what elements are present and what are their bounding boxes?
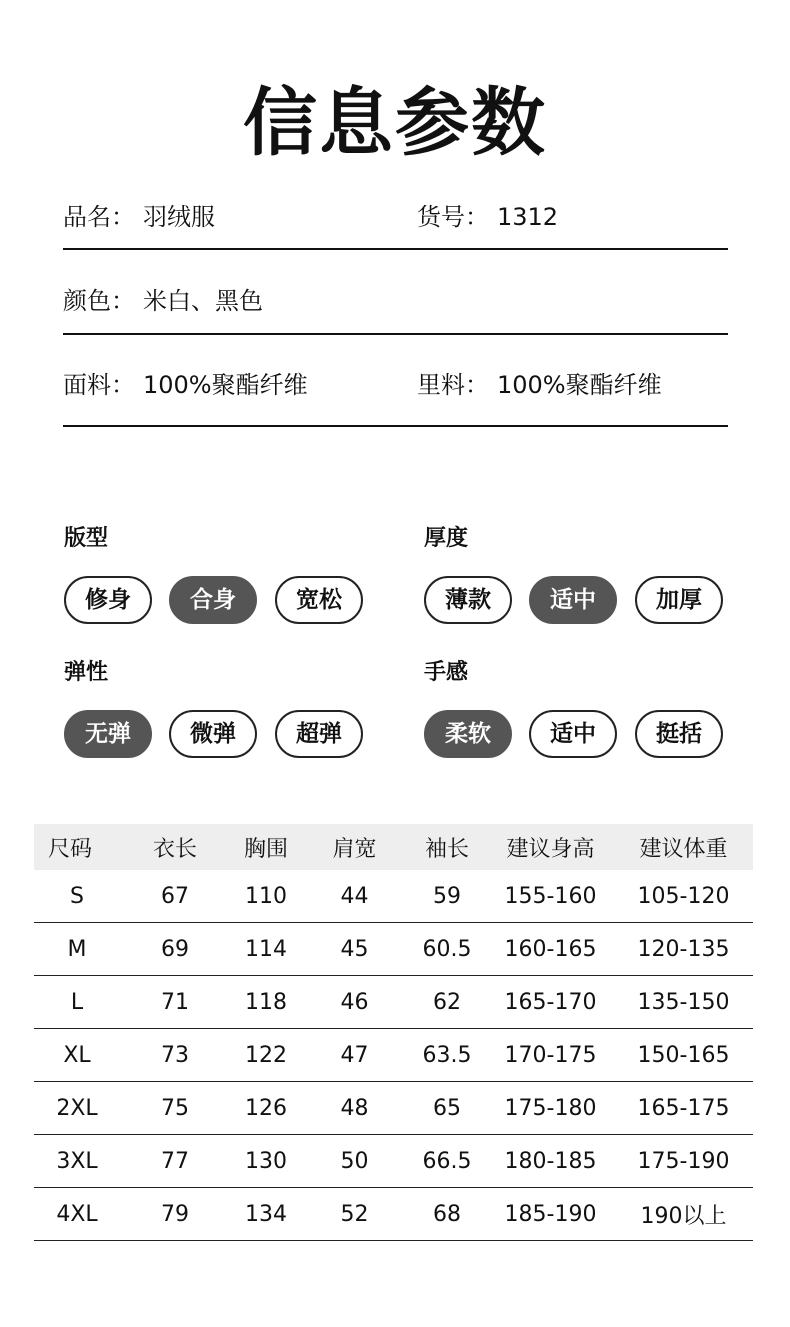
value-cell: 165-175 [614,1082,753,1135]
value-cell: 48 [302,1082,407,1135]
value-cell: 62 [407,976,487,1029]
elasticity-option: 微弹 [169,710,257,758]
value-cell: 79 [120,1188,230,1241]
value-cell: 110 [230,870,302,923]
value-cell: 71 [120,976,230,1029]
value-cell: 59 [407,870,487,923]
value-cell: 134 [230,1188,302,1241]
value-cell: 52 [302,1188,407,1241]
product-lining-label: 里料： [417,371,489,399]
thickness-option: 适中 [529,576,617,624]
page-title: 信息参数 [243,80,547,166]
value-cell: 69 [120,923,230,976]
product-code-label: 货号： [417,203,489,231]
header-cell: 建议体重 [614,824,753,870]
size-cell: XL [34,1029,120,1082]
fit-option: 合身 [169,576,257,624]
thickness-option: 薄款 [424,576,512,624]
size-cell: 3XL [34,1135,120,1188]
value-cell: 135-150 [614,976,753,1029]
value-cell: 65 [407,1082,487,1135]
product-name [63,202,215,232]
value-cell: 60.5 [407,923,487,976]
value-cell: 46 [302,976,407,1029]
value-cell: 160-165 [487,923,614,976]
value-cell: 73 [120,1029,230,1082]
elasticity-option: 超弹 [275,710,363,758]
size-cell: M [34,923,120,976]
size-cell: S [34,870,120,923]
size-table [34,824,753,1241]
info-row-name-code [63,200,728,250]
value-cell: 180-185 [487,1135,614,1188]
value-cell: 122 [230,1029,302,1082]
elasticity-option: 无弹 [64,710,152,758]
size-cell: 2XL [34,1082,120,1135]
product-color-label: 颜色： [63,287,135,315]
value-cell: 130 [230,1135,302,1188]
feel-option: 挺括 [635,710,723,758]
value-cell: 120-135 [614,923,753,976]
product-code-value: 1312 [497,203,559,231]
product-fabric [63,370,308,400]
value-cell: 165-170 [487,976,614,1029]
header-cell: 衣长 [120,824,230,870]
value-cell: 105-120 [614,870,753,923]
value-cell: 170-175 [487,1029,614,1082]
table-row [34,1082,753,1135]
value-cell: 75 [120,1082,230,1135]
header-cell: 胸围 [230,824,302,870]
value-cell: 44 [302,870,407,923]
table-row [34,1029,753,1082]
product-lining-value: 100%聚酯纤维 [497,371,662,399]
fit-option: 宽松 [275,576,363,624]
value-cell: 45 [302,923,407,976]
feel-title: 手感 [424,660,469,685]
product-color [63,286,263,316]
table-row [34,1188,753,1241]
value-cell: 175-190 [614,1135,753,1188]
value-cell: 150-165 [614,1029,753,1082]
table-row [34,976,753,1029]
product-fabric-value: 100%聚酯纤维 [143,371,308,399]
fit-option: 修身 [64,576,152,624]
value-cell: 190以上 [614,1188,753,1241]
info-row-fabric [63,368,728,427]
size-cell: L [34,976,120,1029]
feel-option: 适中 [529,710,617,758]
header-cell: 尺码 [34,824,120,870]
value-cell: 114 [230,923,302,976]
product-color-value: 米白、黑色 [143,287,263,315]
value-cell: 155-160 [487,870,614,923]
value-cell: 175-180 [487,1082,614,1135]
value-cell: 63.5 [407,1029,487,1082]
value-cell: 126 [230,1082,302,1135]
thickness-option: 加厚 [635,576,723,624]
value-cell: 47 [302,1029,407,1082]
thickness-title: 厚度 [424,526,469,551]
value-cell: 66.5 [407,1135,487,1188]
info-row-color [63,284,728,335]
table-row [34,923,753,976]
header-cell: 袖长 [407,824,487,870]
product-name-label: 品名： [63,203,135,231]
value-cell: 68 [407,1188,487,1241]
header-cell: 建议身高 [487,824,614,870]
table-row [34,870,753,923]
value-cell: 77 [120,1135,230,1188]
value-cell: 67 [120,870,230,923]
product-code [417,202,558,232]
size-cell: 4XL [34,1188,120,1241]
header-cell: 肩宽 [302,824,407,870]
fit-title: 版型 [64,526,109,551]
value-cell: 50 [302,1135,407,1188]
elasticity-title: 弹性 [64,660,109,685]
value-cell: 118 [230,976,302,1029]
size-table-header [34,824,753,870]
feel-option: 柔软 [424,710,512,758]
product-name-value: 羽绒服 [143,203,215,231]
product-lining [417,370,662,400]
value-cell: 185-190 [487,1188,614,1241]
product-fabric-label: 面料： [63,371,135,399]
table-row [34,1135,753,1188]
